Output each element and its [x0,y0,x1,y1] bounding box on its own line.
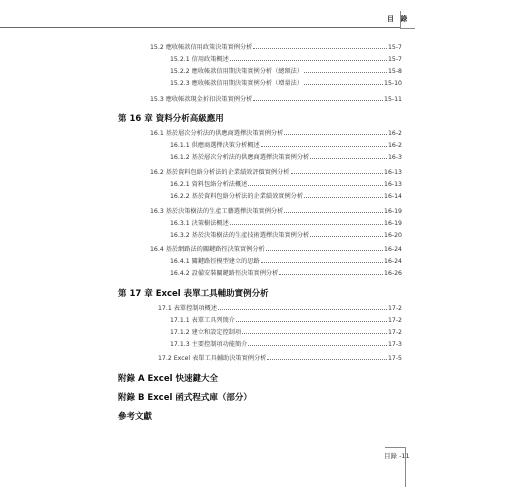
toc-entry-page: 16-19 [384,220,402,227]
running-header: 目 錄 [387,15,410,23]
toc-entry-page: 16-13 [384,169,402,176]
leader-dots [284,207,383,213]
leader-dots [236,316,387,322]
toc-entry [170,269,402,278]
page-number: 目錄 -11 [384,452,410,460]
toc-entry-page: 16-2 [387,142,402,149]
toc-entry-title: 16.2 基於資料包絡分析法的企業績效評價實例分析 [150,169,290,176]
toc-entry [170,153,402,162]
toc-entry-page: 15-7 [387,44,402,51]
leader-dots [266,245,383,251]
toc-entry-page: 17-3 [387,341,402,348]
toc-entry-title: 17.1.3 主要控制項功能簡介 [170,341,248,348]
toc-entry-page: 16-19 [384,208,402,215]
leader-dots [267,354,387,360]
toc-entry [170,219,402,228]
leader-dots [248,340,387,346]
leader-dots [310,153,387,159]
toc-entry [150,43,402,52]
toc-entry [170,79,402,88]
toc-entry-page: 16-2 [387,130,402,137]
leader-dots [304,192,383,198]
toc-entry-page: 16-14 [384,193,402,200]
toc-entry-title: 17.1.1 表單工具列簡介 [170,317,235,324]
chapter-heading: 第 16 章 資料分析高級應用 [118,114,224,124]
toc-entry-page: 17-2 [387,305,402,312]
leader-dots [304,79,383,85]
toc-entry [170,257,402,266]
toc-entry-title: 17.1 表單控制項概述 [158,305,218,312]
toc-entry-title: 15.2.3 應收帳款信用期決策實例分析（增量法） [170,80,304,87]
appendix-heading: 附錄 B Excel 函式程式庫（部分） [118,393,252,403]
leader-dots [261,141,387,147]
toc-entry-title: 16.2.1 資料包絡分析法概述 [170,181,248,188]
toc-entry [170,55,402,64]
leader-dots [279,269,383,275]
toc-entry [170,316,402,325]
toc-entry-page: 15-7 [387,56,402,63]
toc-entry [170,328,402,337]
toc-entry-title: 16.4.1 關鍵路徑模型建立的思路 [170,258,260,265]
toc-entry-title: 16.3.2 基於決策樹法的生產技術選擇決策實例分析 [170,232,310,239]
toc-entry-title: 16.1.1 供應商選擇決策分析概述 [170,142,260,149]
toc-entry [150,207,402,216]
leader-dots [291,168,384,174]
toc-entry-title: 16.3.1 決策樹法概述 [170,220,229,227]
toc-entry-title: 17.1.2 建立和設定控制項 [170,329,242,336]
toc-entry [170,180,402,189]
header-rule [0,27,400,28]
toc-entry-title: 15.2.2 應收帳款信用期決策實例分析（總額法） [170,68,304,75]
leader-dots [248,180,383,186]
toc-entry-title: 17.2 Excel 表單工具輔助決策實例分析 [158,355,267,362]
toc-entry [170,67,402,76]
toc-entry [170,231,402,240]
leader-dots [253,95,383,101]
leader-dots [284,129,387,135]
toc-entry-page: 16-20 [384,232,402,239]
toc-entry-title: 15.3 應收帳款現金折扣決策實例分析 [150,96,253,103]
toc-entry-page: 16-24 [384,258,402,265]
toc-entry [158,304,402,313]
leader-dots [242,328,387,334]
leader-dots [261,257,383,263]
toc-entry-page: 16-26 [384,270,402,277]
toc-entry-page: 15-8 [387,68,402,75]
toc-entry-title: 16.1.2 基於層次分析法的供應商選擇決策實例分析 [170,154,310,161]
toc-entry-page: 17-2 [387,317,402,324]
toc-entry-title: 15.2.1 信用政策概述 [170,56,229,63]
toc-entry-title: 16.4 基於網路法的關鍵路徑決策實例分析 [150,246,265,253]
toc-entry-title: 15.2 應收帳款信用政策決策實例分析 [150,44,253,51]
toc-entry-page: 17-5 [387,355,402,362]
chapter-heading: 第 17 章 Excel 表單工具輔助實例分析 [118,289,269,299]
toc-entry-page: 15-11 [384,96,402,103]
leader-dots [230,55,387,61]
toc-entry-page: 16-3 [387,154,402,161]
toc-entry [150,245,402,254]
leader-dots [253,43,387,49]
leader-dots [218,304,387,310]
toc-entry [150,129,402,138]
toc-entry [170,192,402,201]
leader-dots [304,67,387,73]
appendix-heading: 附錄 A Excel 快速鍵大全 [118,374,218,384]
toc-entry-page: 17-2 [387,329,402,336]
toc-entry [150,95,402,104]
toc-entry-title: 16.4.2 設備安裝關鍵路徑決策實例分析 [170,270,279,277]
leader-dots [310,231,383,237]
header-corner-mark [400,11,415,29]
references-heading: 參考文獻 [118,412,153,422]
toc-entry [150,168,402,177]
toc-entry [170,141,402,150]
toc-entry-title: 16.2.2 基於資料包絡分析法的企業績效實例分析 [170,193,304,200]
toc-entry [170,340,402,349]
toc-entry [158,354,402,363]
toc-entry-page: 16-24 [384,246,402,253]
footer-rule [385,447,405,448]
toc-entry-title: 16.1 基於層次分析法的供應商選擇決策實例分析 [150,130,284,137]
leader-dots [230,219,383,225]
toc-entry-page: 16-13 [384,181,402,188]
toc-entry-page: 15-10 [384,80,402,87]
toc-entry-title: 16.3 基於決策樹法的生產工藝選擇決策實例分析 [150,208,284,215]
